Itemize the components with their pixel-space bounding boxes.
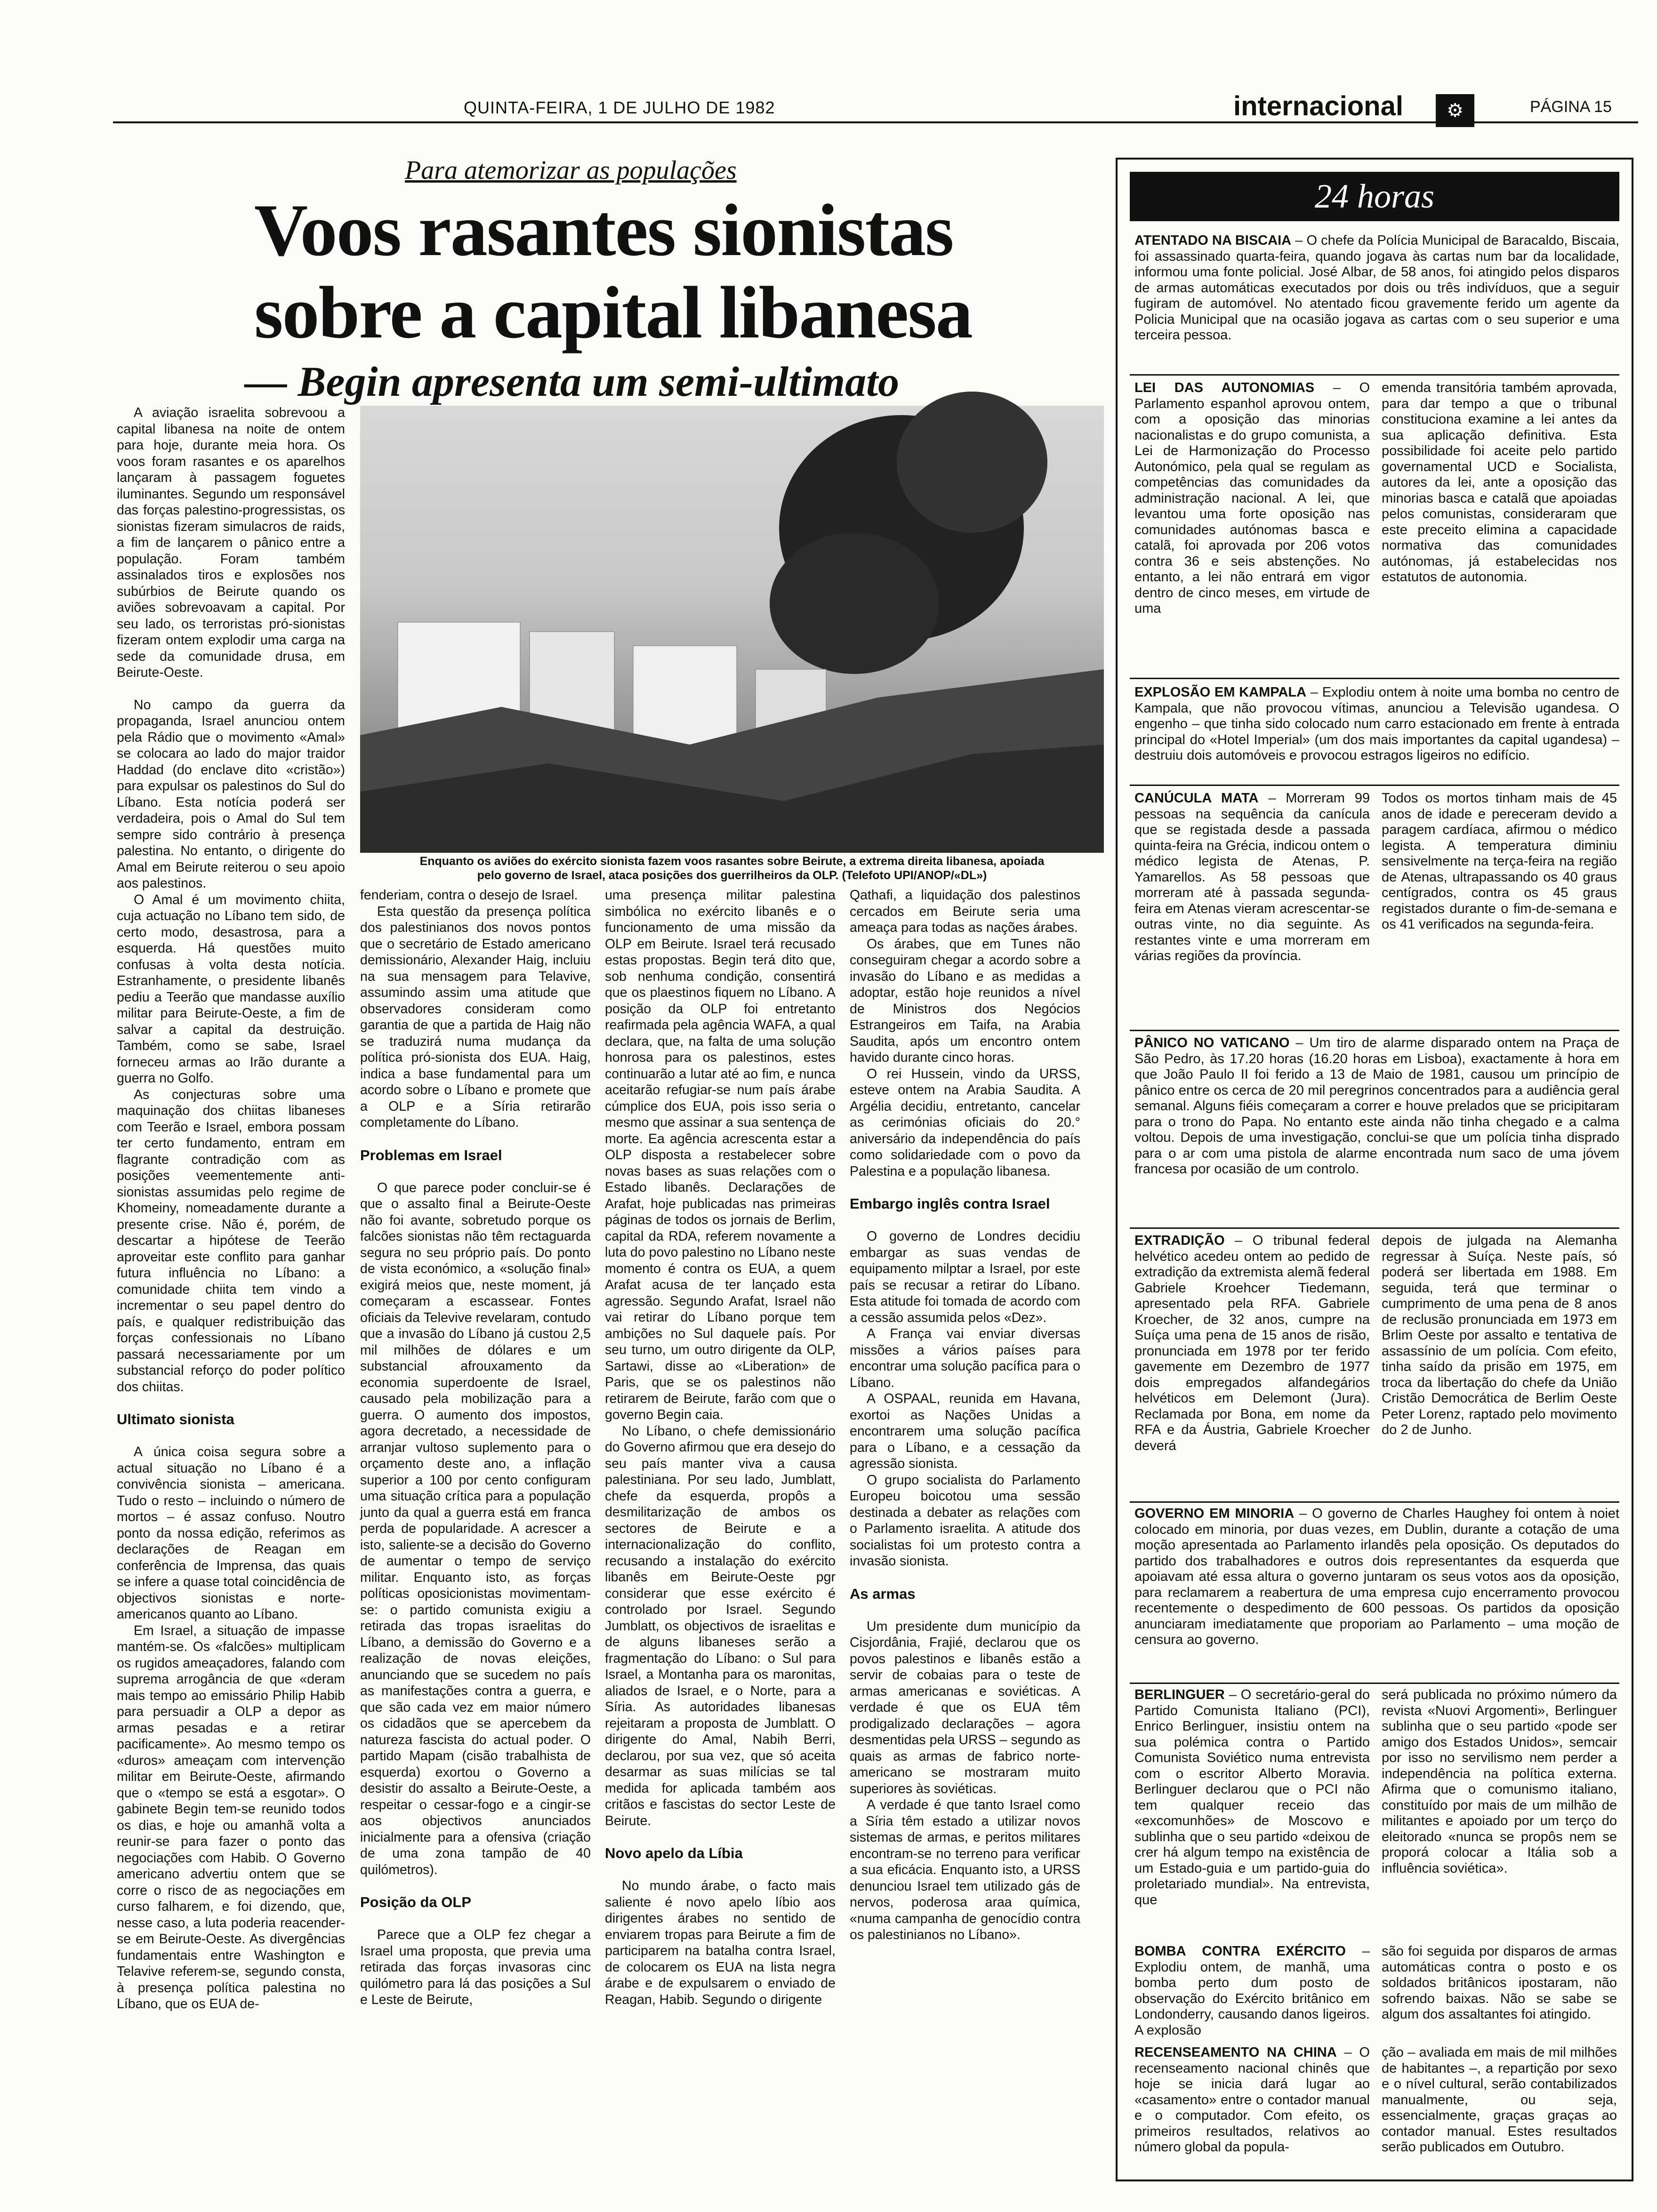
col2-paragraph: Parece que a OLP fez chegar a Israel uma proposta, que previa uma retirada das forças invasoras cinc quilómetro para lá das posições a Sul e Leste de Beirute, (360, 1927, 591, 2007)
col4-paragraph: O governo de Londres decidiu embargar as suas vendas de equipamento milptar a Israel, por este país se recusar a retirar do Líbano. Esta atitude foi tomada de acordo com a cessão assumida pelos «Dez». (850, 1229, 1080, 1325)
sidebar-title: 24 horas (1314, 177, 1435, 215)
subheadline: — Begin apresenta um semi-ultimato (245, 359, 900, 405)
col4-paragraph: O grupo socialista do Parlamento Europeu boicotou uma sessão destinada a debater as relações com o Parlamento israelita. A atitude dos socialistas foi um protesto contra a invasão sionista. (850, 1472, 1080, 1569)
brief-extradicao-a (1134, 1233, 1370, 1497)
header-rule (113, 121, 1638, 123)
page-number: PÁGINA 15 (1530, 98, 1612, 116)
col1-paragraph: No campo da guerra da propaganda, Israel anunciou ontem pela Rádio que o movimento «Amal» se colocara ao lado do major traidor Haddad (do enclave dito «cristão») para expulsar os palestinos do Sul do Líbano. Esta notícia poderá ser verdadeira, pois o Amal do Sul tem sempre sido contrário à presença palestina. No entanto, o dirigente do Amal em Beirute reiterou o seu apoio aos palestinos. (117, 697, 345, 891)
article-column-2 (360, 887, 591, 2191)
brief-canicula-a (1134, 791, 1370, 1026)
brief-text: – O secretário-geral do Partido Comunista Italiano (PCI), Enrico Berlinguer, insistiu ontem na sua polémica contra o Partido Comunista Soviético numa entrevista com o escritor Alberto Moravia. Berlinguer declarou que o PCI não tem qualquer receio das «excomunhões» de Moscovo e sublinha que o seu partido «deixou de crer há algum tempo na existência de um Estado-guia e um partido-guia do proletariado mundial». Na entrevista, que (1134, 1687, 1370, 1907)
brief-text: – O chefe da Polícia Municipal de Baracaldo, Biscaia, foi assassinado quarta-feira, quando jogava às cartas num bar da localidade, informou uma fonte policial. José Albar, de 58 anos, foi atingido pelos disparos de armas automáticas executados por dois ou três indivíduos, que a seguir fugiram de automóvel. No atentado ficou gravemente ferido um agente da Policia Municipal que na ocasião jogava as cartas com o seu superior e uma terceira pessoa. (1134, 233, 1619, 343)
brief-canicula-b (1382, 791, 1617, 1026)
brief-bomba-a (1134, 1944, 1370, 2043)
header-date: QUINTA-FEIRA, 1 DE JULHO DE 1982 (464, 98, 775, 117)
brief-head: CANÚCULA MATA (1134, 791, 1259, 806)
brief-divider (1130, 678, 1619, 679)
section-logo-icon: ⚙ (1436, 94, 1474, 127)
brief-text: ção – avaliada em mais de mil milhões de habitantes –, a repartição por sexo e o nível cultural, serão contabilizados manualmente, ou seja, essencialmente, graças graças ao contador manual. Estes resultados serão publicados em Outubro. (1382, 2045, 1617, 2155)
brief-divider (1130, 374, 1619, 376)
brief-head: GOVERNO EM MINORIA (1134, 1506, 1295, 1521)
brief-divider (1130, 1227, 1619, 1229)
col2-paragraph: Esta questão da presença política dos palestinianos dos novos pontos que o secretário de Estado americano demissionário, Alexander Haig, incluiu na sua mensagem para Telavive, assumindo assim uma atitude que observadores consideram como garantia de que a partida de Haig não se traduzirá numa mudança da política pró-sionista dos EUA. Haig, indica a base fundamental para um acordo sobre o Líbano e promete que a OLP e a Síria retirarão completamente do Líbano. (360, 904, 591, 1130)
brief-text: – Morreram 99 pessoas na sequência da canícula que se registada desde a passada quinta-feira na Grécia, indicou ontem o médico legista de Atenas, P. Yamarellos. As 58 pessoas que morreram até à passada segunda-feira em Atenas vieram acrescentar-se outras vinte, no dia seguinte. As restantes vinte e uma morreram em várias regiões da província. (1134, 791, 1370, 963)
col4-paragraph: A OSPAAL, reunida em Havana, exortoi as Nações Unidas a encontrarem uma solução pacífica para o Líbano, e a cessação da agressão sionista. (850, 1391, 1080, 1471)
col1-subheading: Ultimato sionista (117, 1411, 234, 1427)
col2-subheading-2: Posição da OLP (360, 1894, 472, 1910)
brief-recenseamento-b (1382, 2045, 1617, 2172)
brief-bomba-b (1382, 1944, 1617, 2043)
brief-text: emenda transitória também aprovada, para dar tempo a que o tribunal constituciona examine a lei antes da sua aplicação definitiva. Esta possibilidade foi aceite pelo partido governamental UCD e Socialista, autores da lei, ante a oposição das minorias basca e catalã que apoiadas pelos comunistas, consideraram que este preceito elimina a capacidade normativa das comunidades autónomas, já estabelecidas nos estatutos de autonomia. (1382, 380, 1617, 585)
brief-berlinguer-a (1134, 1687, 1370, 1941)
col3-paragraph: uma presença militar palestina simbólica no exército libanês e o funcionamento de uma missão da OLP em Beirute. Israel terá recusado estas propostas. Begin terá dito que, sob nenhuma condição, consentirá que os plaestinos fiquem no Líbano. A posição da OLP foi entretanto reafirmada pela agência WAFA, a qual declara, que, na falta de uma solução honrosa para os palestinos, estes continuarão a lutar até ao fim, e nunca aceitarão refugiar-se num país árabe cúmplice dos EUA, pois isso seria o mesmo que assinar a sua sentença de morte. Ea agência acrescenta estar a OLP disposta a restabelecer sobre novas bases as suas relações com o Estado libanês. Declarações de Arafat, hoje publicadas nas primeiras páginas de todos os jornais de Berlim, capital da RDA, referem novamente a luta do povo palestino no Líbano neste momento é contra os EUA, a quem Arafat acusa de ter lançado esta agressão. Segundo Arafat, Israel não vai retirar do Líbano porque tem ambições no Sul daquele país. Por seu turno, um outro dirigente da OLP, Sartawi, disse ao «Liberation» de Paris, que se os palestinos não retirarem de Beirute, farão com que o governo Begin caia. (605, 888, 836, 1422)
brief-autonomias-a (1134, 380, 1370, 672)
brief-text: Todos os mortos tinham mais de 45 anos de idade e pereceram devido a paragem cardíaca, afirmou o médico legista. A temperatura diminiu sensivelmente na terça-feira na região de Atenas, ultrapassando os 40 graus centígrados, contra os 45 graus registados durante o fim-de-semana e os 41 verificados na segunda-feira. (1382, 791, 1617, 932)
kicker: Para atemorizar as populações (405, 156, 737, 185)
col1-paragraph: O Amal é um movimento chiita, cuja actuação no Líbano tem sido, de certo modo, desastrosa, para a esquerda. Há questões muito confusas à volta desta notícia. Estranhamente, o presidente libanês pediu a Teerão que mandasse auxílio militar para Beirute-Oeste, a fim de salvar a capital da destruição. Também, como se sabe, Israel forneceu armas ao Irão durante a guerra no Golfo. (117, 892, 345, 1086)
brief-head: EXPLOSÃO EM KAMPALA (1134, 685, 1307, 700)
brief-text: – O governo de Charles Haughey foi ontem à noiet colocado em minoria, por duas vezes, em Dublin, durante a cotação de uma moção apresentada ao Parlamento irlandês pela oposição. Os deputados do partido dos trabalhadores e outros dois representantes da esquerda que apoiavam até essa altura o governo juntaram os seus votos aos da oposição, para reclamarem a reabertura de uma empresa cujo encerramento provocou recentemente o despedimento de 600 pessoas. Os partidos da oposição anunciaram imediatamente que proporiam ao Parlamento – uma moção de censura ao governo. (1134, 1506, 1619, 1647)
brief-divider (1130, 785, 1619, 786)
brief-text: – O Parlamento espanhol aprovou ontem, com a oposição das minorias nacionalistas e do grupo comunista, a Lei de Harmonização do Processo Autonómico, pela qual se regulam as competências das comunidades da administração nacional. A lei, que levantou uma forte oposição nas comunidades autónomas basca e catalã, foi aprovada por 206 votos contra 36 e seis abstenções. No entanto, a lei não entrará em vigor dentro de cinco meses, em virtude de uma (1134, 380, 1370, 616)
brief-head: EXTRADIÇÃO (1134, 1233, 1225, 1248)
brief-text: – O tribunal federal helvético acedeu ontem ao pedido de extradição da extremista alemã federal Gabriele Kroehcer Tiedemann, apresentado pela RFA. Gabriele Kroecher, de 32 anos, cumpre na Suíça uma pena de 15 anos de risão, pronunciada em 1978 por ter ferido gavemente em Dezembro de 1977 dois empregados alfandegários helvéticos em Delemont (Jura). Reclamada por Bona, em nome da RFA e da Áustria, Gabriele Kroecher deverá (1134, 1233, 1370, 1453)
article-column-3 (605, 887, 836, 2191)
col4-subheading-2: As armas (850, 1585, 916, 1602)
photo-caption-2: pelo governo de Israel, ataca posições dos guerrilheiros da OLP. (Telefoto UPI/ANOP/«DL») (477, 869, 987, 882)
col1-paragraph: A única coisa segura sobre a actual situação no Líbano é a convivência sionista – americana. Tudo o resto – incluindo o número de mortos – é assaz confuso. Noutro ponto da nossa edição, referimos as declarações de Reagan em conferência de Imprensa, das quais se infere a quase total coincidência de objectivos sionistas e norte-americanos quanto ao Líbano. (117, 1444, 345, 1622)
col1-paragraph: As conjecturas sobre uma maquinação dos chiitas libaneses com Teerão e Israel, embora possam ter certo fundamento, entram em flagrante contradição com as posições veementemente anti-sionistas assumidas pelo regime de Khomeiny, nomeadamente durante a presente crise. Não é, porém, de descartar a hipótese de Teerão aproveitar este conflito para ganhar futura influência no Líbano: a comunidade chiita tem vindo a incrementar o seu papel dentro do país, e qualquer redistribuição das forças confessionais no Líbano passará necessariamente por um substancial reforço do poder político dos chiitas. (117, 1087, 345, 1395)
brief-divider (1130, 1683, 1619, 1684)
col4-paragraph: A verdade é que tanto Israel como a Síria têm estado a utilizar novos sistemas de armas, e peritos militares encontram-se no terreno para verificar a sua eficácia. Enquanto isto, a URSS denunciou Israel tem utilizado gás de nervos, poderosa araa química, «numa campanha de genocídio contra os palestinianos no Líbano». (850, 1797, 1080, 1942)
brief-vaticano (1134, 1035, 1619, 1224)
brief-text: – O recenseamento nacional chinês que hoje se inicia dará lugar ao «casamento» entre o contador manual e o computador. Com efeito, os primeiros resultados, relativos ao número global da popula- (1134, 2045, 1370, 2155)
brief-recenseamento-a (1134, 2045, 1370, 2172)
brief-text: será publicada no próximo número da revista «Nuovi Argomenti», Berlinguer sublinha que o seu partido «pode ser amigo dos Estados Unidos», semcair por isso no servilismo nem perder a independência na política externa. Afirma que o comunismo italiano, constituído por mais de um milhão de militantes e apoiado por um terço do eleitorado «nunca se propôs nem se proporá colocar a Itália sob a influência soviética». (1382, 1687, 1617, 1876)
col4-paragraph: A França vai enviar diversas missões a vários países para encontrar uma solução pacífica para o Líbano. (850, 1326, 1080, 1390)
brief-text: – Explodiu ontem à noite uma bomba no centro de Kampala, que não provocou vítimas, anunciou a Televisão ugandesa. O engenho – que tinha sido colocado num carro estacionado em frente à entrada principal do «Hotel Imperial» (um dos mais importantes da capital ugandesa) – destruiu dois automóveis e provocou estragos ligeiros no edifício. (1134, 685, 1619, 763)
brief-autonomias-b (1382, 380, 1617, 672)
brief-head: RECENSEAMENTO NA CHINA (1134, 2045, 1337, 2060)
brief-divider (1130, 1030, 1619, 1031)
brief-head: PÂNICO NO VATICANO (1134, 1035, 1290, 1050)
brief-kampala (1134, 685, 1619, 779)
col4-paragraph: Os árabes, que em Tunes não conseguiram chegar a acordo sobre a invasão do Líbano e as medidas a adoptar, estão hoje reunidos a nível de Ministros dos Negócios Estrangeiros em Taifa, na Arabia Saudita, após um encontro ontem havido durante cinco horas. (850, 936, 1080, 1065)
sidebar-title-banner (1130, 172, 1619, 221)
brief-head: BERLINGUER (1134, 1687, 1225, 1702)
col2-paragraph: fenderiam, contra o desejo de Israel. (360, 888, 578, 903)
col3-paragraph: No mundo árabe, o facto mais saliente é novo apelo líbio aos dirigentes árabes no sentido de enviarem tropas para Beirute a fim de participarem na batalha contra Israel, de colocarem os EUA na lista negra árabe e de expulsarem o enviado de Reagan, Habib. Segundo o dirigente (605, 1878, 836, 2007)
section-name: internacional (1233, 91, 1403, 121)
brief-text: depois de julgada na Alemanha regressar à Suíça. Neste país, só poderá ser libertada em 1988. Em seguida, terá que terminar o cumprimento de uma pena de 8 anos de reclusão pronunciada em 1973 em Brlim Oeste por assalto e tentativa de assassínio de um polícia. Com efeito, tinha saído da prisão em 1975, em troca da libertação do chefe da União Cristão Democrática de Berlim Oeste Peter Lorenz, raptado pelo movimento do 2 de Junho. (1382, 1233, 1617, 1437)
col1-paragraph: Em Israel, a situação de impasse mantém-se. Os «falcões» multiplicam os rugidos ameaçadores, falando com suprema arrogância de que «deram mais tempo ao emissário Philip Habib para persuadir a OLP a depor as armas pesadas e a retirar pacificamente». Ao mesmo tempo os «duros» ameaçam com intervenção militar em Beirute-Oeste, afirmando que o «tempo se está a esgotar». O gabinete Begin tem-se reunido todos os dias, e hoje ou amanhã volta a reunir-se para fazer o ponto das negociações com Habib. O Governo americano advertiu ontem que se corre o risco de as negociações em curso falharem, e foi dizendo, que, nesse caso, a luta poderia reacender-se em Beirute-Oeste. As divergências fundamentais entre Washington e Telavive referem-se, segundo consta, à presença política palestina no Líbano, que os EUA de- (117, 1623, 345, 2012)
brief-head: BOMBA CONTRA EXÉRCITO (1134, 1944, 1346, 1959)
article-column-4 (850, 887, 1080, 2191)
brief-text: são foi seguida por disparos de armas automáticas contra o posto e os soldados britânicos ipostaram, não sofrendo baixas. Não se sabe se algum dos assaltantes foi atingido. (1382, 1944, 1617, 2022)
col4-subheading-1: Embargo inglês contra Israel (850, 1195, 1050, 1212)
brief-atentado (1134, 233, 1619, 369)
article-column-1-top (117, 405, 345, 2012)
col1-paragraph: A aviação israelita sobrevoou a capital libanesa na noite de ontem para hoje, durante meia hora. Os voos foram rasantes e os aparelhos lançaram à passagem foguetes iluminantes. Segundo um responsável das forças palestino-progressistas, os sionistas fizeram simulacros de raids, a fim de lançarem o pânico entre a população. Foram também assinalados tiros e explosões nos subúrbios de Beirute quando os aviões sobrevoavam a capital. Por seu lado, os terroristas pró-sionistas fizeram ontem explodir uma carga na sede da comunidade drusa, em Beirute-Oeste. (117, 405, 345, 680)
headline-line-2: sobre a capital libanesa (254, 272, 972, 354)
brief-head: ATENTADO NA BISCAIA (1134, 233, 1292, 248)
brief-extradicao-b (1382, 1233, 1617, 1497)
col2-subheading-1: Problemas em Israel (360, 1146, 502, 1163)
col3-subheading: Novo apelo da Líbia (605, 1845, 743, 1861)
col4-paragraph: Um presidente dum município da Cisjordânia, Frajié, declarou que os povos palestinos e libanês estão a servir de cobaias para o teste de armas americanas e soviéticas. A verdade é que os EUA têm prodigalizado declarações – agora desmentidas pela URSS – segundo as quais as armas de fabrico norte-americano se mostraram muito superiores às soviéticas. (850, 1619, 1080, 1796)
photo-caption-1: Enquanto os aviões do exército sionista fazem voos rasantes sobre Beirute, a extrema direita libanesa, apoiada (419, 855, 1045, 868)
brief-berlinguer-b (1382, 1687, 1617, 1941)
col3-paragraph: No Líbano, o chefe demissionário do Governo afirmou que era desejo do seu país manter viva a causa palestiniana. Por seu lado, Jumblatt, chefe da esquerda, propôs a desmilitarização de ambos os sectores de Beirute e a internacionalização do conflito, recusando a instalação do exército libanês em Beirute-Oeste pgr considerar que esse exército é controlado por Israel. Segundo Jumblatt, os objectivos de israelitas e de alguns libaneses serão a fragmentação do Líbano: o Sul para Israel, a Montanha para os maronitas, aliados de Israel, e o Norte, para a Síria. As autoridades libanesas rejeitaram a proposta de Jumblatt. O dirigente do Amal, Nabih Berri, declarou, por sua vez, que só aceita desarmar as suas milícias se tal medida for aplicada também aos critãos e fascistas do sector Leste de Beirute. (605, 1423, 836, 1828)
col4-paragraph: O rei Hussein, vindo da URSS, esteve ontem na Arabia Saudita. A Argélia decidiu, entretanto, cancelar as cerimónias oficiais do 20.° aniversário da independência do país como solidariedade com o povo da Palestina e a população libanesa. (850, 1066, 1080, 1179)
brief-minoria (1134, 1506, 1619, 1680)
brief-text: – Um tiro de alarme disparado ontem na Praça de São Pedro, às 17.20 horas (16.20 horas em Lisboa), exactamente à hora em que João Paulo II foi ferido a 13 de Maio de 1981, causou um princípio de pânico entre os cerca de 20 mil peregrinos concentrados para a audiência geral semanal. Alguns fiéis começaram a correr e houve prelados que se pricipitaram para o trono do Papa. No entanto este ainda não tinha chegado e a calma voltou. Depois de uma investigação, conclui-se que um polícia tinha disprado para o ar com uma pistola de alarme encontrada num saco de uma jóvem francesa por ocasião de um controlo. (1134, 1035, 1619, 1177)
brief-divider (1130, 1501, 1619, 1503)
news-photo (360, 406, 1104, 853)
brief-text: – Explodiu ontem, de manhã, uma bomba perto dum posto de observação do Exército britânico em Londonderry, causando danos ligeiros. A explosão (1134, 1944, 1370, 2038)
col2-paragraph: O que parece poder concluir-se é que o assalto final a Beirute-Oeste não foi avante, sobretudo porque os falcões sionistas não têm rectaguarda segura no seu próprio país. Do ponto de vista económico, a «solução final» exigirá meios que, neste moment, já começaram a escassear. Fontes oficiais da Televive revelaram, contudo que a invasão do Líbano já custou 2,5 mil milhões de dólares e um substancial afrouxamento da economia superdoente de Israel, causado pela mobilização para a guerra. O aumento dos impostos, agora decretado, a necessidade de arranjar vultoso suplemento para o orçamento deste ano, a inflação superior a 100 por cento configuram uma situação crítica para a população junto da qual a guerra está em franca perda de popularidade. A acrescer a isto, saliente-se a decisão do Governo de aumentar o tempo de serviço militar. Enquanto isto, as forças políticas oposicionistas movimentam-se: o partido comunista exigiu a retirada das tropas israelitas do Líbano, a demissão do Governo e a realização de novas eleições, anunciando que se sucedem no país as manifestações contra a guerra, e que são cada vez em maior número os cidadãos que se apercebem da natureza fascista do actual poder. O partido Mapam (cisão trabalhista de esquerda) exortou o Governo a desistir do assalto a Beirute-Oeste, a respeitar o cessar-fogo e a cingir-se aos objectivos anunciados inicialmente para a ofensiva (criação de uma zona tampão de 40 quilómetros). (360, 1180, 591, 1877)
photo-scene (360, 406, 1104, 853)
headline-line-1: Voos rasantes sionistas (254, 189, 953, 272)
brief-head: LEI DAS AUTONOMIAS (1134, 380, 1315, 395)
col4-paragraph: Qathafi, a liquidação dos palestinos cercados em Beirute seria uma ameaça para todas as nações árabes. (850, 888, 1080, 935)
